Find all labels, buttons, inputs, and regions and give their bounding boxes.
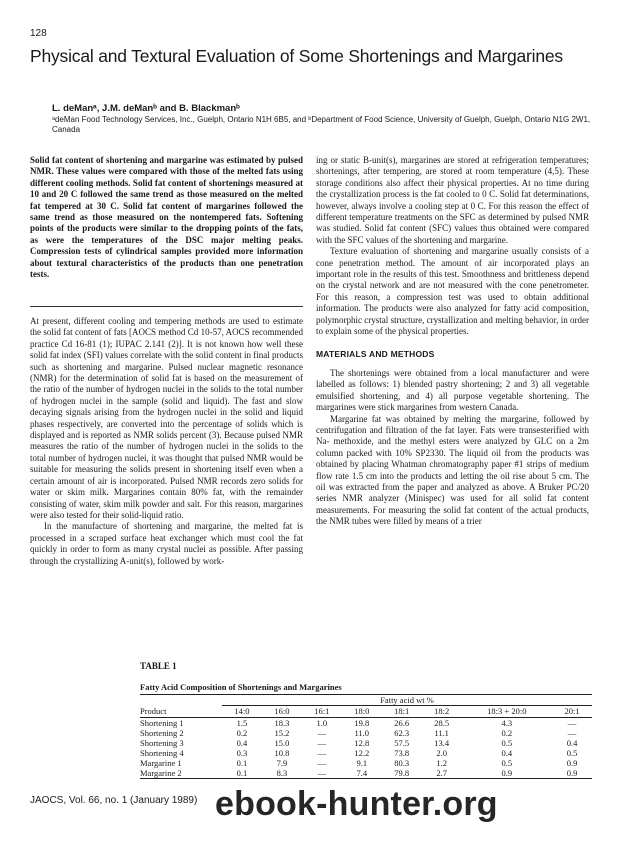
table-cell: 73.8 [394,748,410,758]
intro-paragraph-4: Texture evaluation of shortening and margarine usually consists of a cone penetration method. The amount of air incorporated plays an important role in the results of this test. Smoothness and brittleness depend on the crystal network and are not measured with the cone penetrometer. For this reason, a compression test was used to obtain additional information. The products were also analyzed for fatty acid composition, polymorphic crystal structure, crystallization and melting behavior, in order to explain some of the physical properties. [316,246,589,337]
table-row [140,718,592,729]
table-cell: 79.8 [382,768,422,779]
table-cell: 0.2 [501,728,513,738]
table-cell: — [567,728,577,738]
table-cell: 0.1 [222,768,262,779]
fatty-acid-table [140,694,592,779]
table-group-header: Fatty acid wt % [222,695,592,706]
table-cell: 1.2 [436,758,447,768]
table-cell: — [302,768,342,779]
table-label: TABLE 1 [140,661,177,671]
table-cell: 0.9 [462,768,552,779]
table-row [140,738,592,748]
table-column-header: 18:2 [422,706,462,718]
table-cell: Shortening 3 [140,738,184,748]
affiliation: ᵃdeMan Food Technology Services, Inc., Guelph, Ontario N1H 6B5, and ᵇDepartment of Food Science, University of Guelph, Guelph, Ontario N1G 2W1, Canada [52,115,591,134]
right-column [316,155,589,528]
table-cell: 28.5 [434,718,450,728]
table-cell: — [317,748,327,758]
table-cell: 7.4 [342,768,382,779]
intro-paragraph-3: ing or static B-unit(s), margarines are stored at refrigeration temperatures; shortenings, after tempering, are stored at room temperature (4,5). These storage conditions also affect their physical properties. At no time during the crystallization process is the fat cooled to 0 C. Solid fat determinations, however, always involve a cooling step at 0 C. For this reason the effect of different temperature treatments on the SFC as determined by pulsed NMR was studied. Solid fat content (SFC) values thus obtained were compared with the SFC values of the shortening and margarine. [316,155,589,245]
table-cell: 0.5 [501,758,513,768]
table-cell: 0.5 [501,738,513,748]
table-cell: 11.1 [434,728,449,738]
table-column-header: 14:0 [222,706,262,718]
table-cell: 1.0 [316,718,328,728]
left-column [30,316,303,567]
table-column-header: 18:3 + 20:0 [462,706,552,718]
table-cell: — [567,718,577,728]
table-cell: 13.4 [434,738,450,748]
table-cell: 18.3 [274,718,290,728]
table-cell: Margarine 2 [140,768,222,779]
table-cell: 0.3 [236,748,248,758]
table-cell: 7.9 [276,758,288,768]
watermark: ebook-hunter.org [215,785,498,823]
table-cell: 0.2 [236,728,248,738]
author-list: L. deManᵃ, J.M. deManᵇ and B. Blackmanᵇ [52,103,240,114]
table-cell: 12.8 [354,738,370,748]
table-cell: 80.3 [394,758,410,768]
table-cell: — [317,758,327,768]
table-cell: 8.3 [262,768,302,779]
table-cell: 2.0 [436,748,447,758]
table-cell: 15.2 [274,728,290,738]
table-cell: 0.9 [566,758,578,768]
table-cell: 62.3 [394,728,410,738]
table-cell: 26.6 [394,718,410,728]
table-column-header: Product [140,706,222,718]
table-cell: 12.2 [354,748,370,758]
methods-paragraph-1: The shortenings were obtained from a local manufacturer and were labelled as follows: 1) blended pastry shortening; 2 and 3) all vegetable emulsified shortening, and 4) all purpose vegetable shortening. The margarines were stick margarines from western Canada. [316,367,589,413]
journal-footer: JAOCS, Vol. 66, no. 1 (January 1989) [30,795,198,806]
table-caption: Fatty Acid Composition of Shortenings and Margarines [140,682,342,692]
table-cell: 9.1 [356,758,368,768]
table-cell: 0.1 [236,758,248,768]
table-cell: 19.8 [354,718,370,728]
table-cell: 11.0 [354,728,370,738]
table-cell: 0.5 [566,748,578,758]
methods-paragraph-2: Margarine fat was obtained by melting the margarine, followed by centrifugation and filtration of the fat layer. Fats were transesterified with Na- methoxide, and the methyl esters were analyzed by GLC on a 2m column packed with 10% SP2330. The liquid oil from the products was obtained by placing Whatman chromatography paper #1 strips of medium flow rate 1.5 cm into the products and letting the oil rise about 5 cm. The oil was extracted from the paper and analyzed as above. A Bruker PC/20 series NMR analyzer (Minispec) was used for all solid fat content measurements. For measuring the solid fat content of the actual products, the NMR tubes were filled by means of a trier [316,413,589,527]
abstract: Solid fat content of shortening and margarine was estimated by pulsed NMR. These values were compared with those of the melted fats using different cooling methods. Solid fat content of shortenings measured at 10 and 20 C followed the same trend as those measured on the melted fat tempered at 30 C. Solid fat content of margarines followed the same trend as those measured on the nontempered fats. Softening points of the products were similar to the dropping points of the fats, as were the temperatures of the DSC major melting peaks. Compression tests of cylindrical samples provided more information about textural characteristics of the products than one penetration tests. [30,155,303,280]
table-column-header: 16:1 [302,706,342,718]
table-cell: 0.4 [236,738,248,748]
table-cell: Shortening 2 [140,728,184,738]
table-cell: 57.5 [394,738,410,748]
table-cell: — [317,738,327,748]
table-cell: 4.3 [501,718,513,728]
table-cell: 1.5 [236,718,248,728]
intro-paragraph-2: In the manufacture of shortening and margarine, the melted fat is processed in a scraped surface heat exchanger which must cool the fat quickly in order to form as many crystal nuclei as possible. After passing through the crystallizing A-unit(s), followed by work- [30,521,303,566]
table-column-header: 20:1 [552,706,592,718]
table-column-header: 18:1 [382,706,422,718]
table-cell: 2.7 [422,768,462,779]
table-row [140,748,592,758]
table-column-header: 16:0 [262,706,302,718]
table-cell: 0.4 [501,748,513,758]
table-row [140,728,592,738]
table-column-header: 18:0 [342,706,382,718]
table-cell: — [317,728,327,738]
table-row [140,768,592,779]
article-title: Physical and Textural Evaluation of Some Shortenings and Margarines [30,46,563,66]
intro-paragraph-1: At present, different cooling and tempering methods are used to estimate the solid fat content of fats [AOCS method Cd 10-57, AOCS recommended practice Cd 16-81 (1); IUPAC 2.141 (2)]. It is not known how well these solid fat index (SFI) values correlate with the solid content in final products such as shortening and margarine. Pulsed nuclear magnetic resonance (NMR) for the determination of solid fat is based on the measurement of the ratio of the number of hydrogen nuclei in the solids to the total number of hydrogen nuclei in the sample (solid and liquid). The fast and slow decaying signals arising from the hydrogen nuclei in the solid and liquid phases respectively, are converted into the percentage of solids which is displayed and is reported as NMR solids percent (3). Because pulsed NMR measures the ratio of the number of hydrogen nuclei in the solids to the total number of hydrogen nuclei, it was thought that pulsed NMR would be suitable for measuring the solids present in shortening itself even when a certain amount of air is incorporated. Pulsed NMR records zero solids for water or skim milk. Margarines contain 80% fat, with the remainder consisting of water, skim milk powder and salt. For this reason, margarines were also tested for their solid-liquid ratio. [30,316,303,520]
table-cell: 10.8 [274,748,290,758]
abstract-divider [30,306,303,307]
table-cell: 0.4 [566,738,578,748]
section-heading-methods: MATERIALS AND METHODS [316,348,435,359]
table-cell: 15.0 [274,738,290,748]
table-cell: Margarine 1 [140,758,182,768]
table-cell: Shortening 1 [140,718,184,728]
table-row [140,758,592,768]
page-number: 128 [30,28,47,39]
table-cell: Shortening 4 [140,748,184,758]
table-cell: 0.9 [552,768,592,779]
